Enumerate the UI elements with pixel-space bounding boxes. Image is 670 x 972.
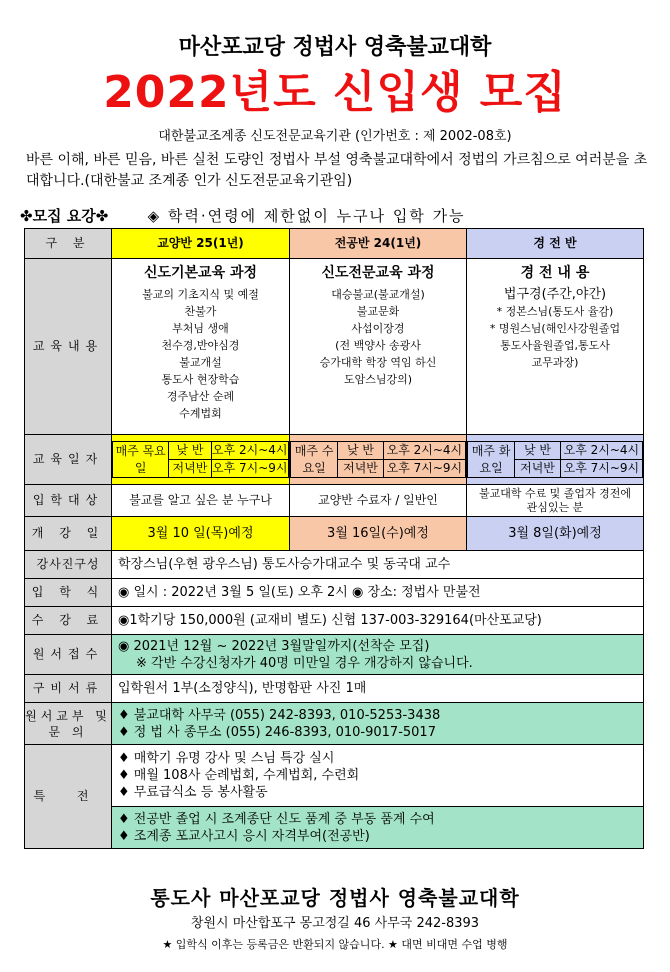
sub-title: 대한불교조계종 신도전문교육기관 (인가번호 : 제 2002-08호) <box>158 129 512 144</box>
label-target: 입학대상 <box>25 485 112 517</box>
content-item: 도암스님강의) <box>343 373 413 386</box>
contact-office: ♦ 불교대학 사무국 (055) 242-8393, 010-5253-3438 <box>118 707 441 723</box>
session-time: 오후 7시~9시 <box>211 460 288 478</box>
requirements-note: ◈ 학력·연령에 제한없이 누구나 입학 가능 <box>147 207 466 225</box>
label-content: 교육내용 <box>25 259 112 435</box>
content-title: 경 전 내 용 <box>520 265 590 281</box>
session-time: 오후 2시~4시 <box>383 442 465 460</box>
course-target-2: 교양반 수료자 / 일반인 <box>290 485 467 517</box>
footer-title: 통도사 마산포교당 정법사 영축불교대학 <box>150 886 520 910</box>
course-name-1: 교양반 25(1년) <box>112 229 290 259</box>
special-major <box>112 807 644 849</box>
recruitment-table <box>24 228 644 849</box>
schedule-day: 매주 화요일 <box>468 442 515 478</box>
course-opening-3: 3월 8일(화)예정 <box>467 517 644 551</box>
special-general <box>112 745 644 807</box>
application-period: ◉ 2021년 12월 ~ 2022년 3월말일까지(선착순 모집) <box>118 638 430 654</box>
label-application: 원서접수 <box>25 635 112 675</box>
session-time: 오후 7시~9시 <box>383 460 465 478</box>
session-time: 오후 2시~4시 <box>560 442 642 460</box>
label-opening: 개 강 일 <box>25 517 112 551</box>
contact-value <box>112 703 644 745</box>
label-ceremony: 입 학 식 <box>25 579 112 607</box>
course-opening-2: 3월 16일(수)예정 <box>290 517 467 551</box>
content-item: 경주남산 순례 <box>166 390 235 403</box>
content-item: 불교문화 <box>356 305 400 318</box>
session-time: 오후 7시~9시 <box>560 460 642 478</box>
session-label: 낮 반 <box>338 442 384 460</box>
content-item: 대승불교(불교개설) <box>331 288 425 301</box>
session-label: 낮 반 <box>169 442 211 460</box>
requirements-label: ✤모집 요강✤ <box>20 207 109 225</box>
course-target-3: 불교대학 수료 및 졸업자 경전에 관심있는 분 <box>467 485 644 517</box>
content-item: 승가대학 학장 역임 하신 <box>319 356 437 369</box>
content-item: * 명원스님(해인사강원졸업 <box>489 322 621 335</box>
label-special: 특 전 <box>25 745 112 849</box>
course-opening-1: 3월 10 일(목)예정 <box>112 517 290 551</box>
session-label: 낮 반 <box>515 442 561 460</box>
main-title: 2022년도 신입생 모집 <box>103 67 567 118</box>
content-item: 통도사율원졸업,통도사 <box>500 339 610 352</box>
label-fee: 수 강 료 <box>25 607 112 635</box>
schedule-day: 매주 수요일 <box>291 442 338 478</box>
content-item: 찬불가 <box>184 305 217 318</box>
session-label: 저녁반 <box>338 460 384 478</box>
course-content-1 <box>112 259 290 435</box>
content-item: 사섭이장경 <box>351 322 405 335</box>
label-documents: 구비서류 <box>25 675 112 703</box>
schedule-day: 매주 목요일 <box>113 442 169 478</box>
session-time: 오후 2시~4시 <box>211 442 288 460</box>
course-schedule-2 <box>290 435 467 485</box>
ceremony-value: ◉ 일시 : 2022년 3월 5 일(토) 오후 2시 ◉ 장소: 정법사 만불전 <box>112 579 644 607</box>
requirements-line <box>20 205 660 226</box>
intro-text: 바른 이해, 바른 믿음, 바른 실천 도량인 정법사 부설 영축불교대학에서 정법의 가르침으로 여러분을 초대합니다.(대한불교 조계종 인가 신도전문교육기관임) <box>26 152 648 189</box>
course-content-2 <box>290 259 467 435</box>
content-item: 부처님 생애 <box>172 322 229 335</box>
org-title: 마산포교당 정법사 영축불교대학 <box>178 35 492 60</box>
special-item: ♦ 매학기 유명 강사 및 스님 특강 실시 <box>118 751 335 766</box>
fee-value: ◉1학기당 150,000원 (교재비 별도) 신협 137-003-329164(마산포교당) <box>112 607 644 635</box>
special-item: ♦ 매월 108사 순례법회, 수계법회, 수련회 <box>118 768 360 783</box>
content-item: * 정본스님(통도사 율감) <box>496 305 614 318</box>
footer-note: ★ 입학식 이후는 등록금은 반환되지 않습니다. ★ 대면 비대면 수업 병행 <box>162 938 508 951</box>
application-value <box>112 635 644 675</box>
content-item: 통도사 현장학습 <box>161 373 240 386</box>
course-name-2: 전공반 24(1년) <box>290 229 467 259</box>
contact-temple: ♦ 정 법 사 종무소 (055) 246-8393, 010-9017-5017 <box>118 724 436 740</box>
course-content-3 <box>467 259 644 435</box>
course-name-3: 경 전 반 <box>467 229 644 259</box>
course-schedule-3 <box>467 435 644 485</box>
session-label: 저녁반 <box>169 460 211 478</box>
special-item: ♦ 전공반 졸업 시 조계종단 신도 품계 중 부동 품계 수여 <box>118 811 435 827</box>
footer-address: 창원시 마산합포구 몽고정길 46 사무국 242-8393 <box>190 916 480 931</box>
label-lecturers: 강사진구성 <box>25 551 112 579</box>
label-contact: 원서교부 및 문 의 <box>25 703 112 745</box>
documents-value: 입학원서 1부(소정양식), 반명함판 사진 1매 <box>112 675 644 703</box>
special-item: ♦ 무료급식소 등 봉사활동 <box>118 785 268 800</box>
content-item: 천수경,반야심경 <box>161 339 240 352</box>
session-label: 저녁반 <box>515 460 561 478</box>
content-item: 법구경(주간,야간) <box>503 287 607 302</box>
content-item: (전 백양사 송광사 <box>335 339 421 352</box>
content-item: 수계법회 <box>179 407 222 420</box>
content-item: 불교개설 <box>179 356 222 369</box>
application-notice: ※ 각반 수강신청자가 40명 미만일 경우 개강하지 않습니다. <box>136 655 473 671</box>
content-item: 불교의 기초지식 및 예절 <box>142 288 259 301</box>
course-target-1: 불교를 알고 싶은 분 누구나 <box>112 485 290 517</box>
special-item: ♦ 조계종 포교사고시 응시 자격부여(전공반) <box>118 828 370 844</box>
label-division: 구 분 <box>25 229 112 259</box>
lecturers-value: 학장스님(우현 광우스님) 통도사승가대교수 및 동국대 교수 <box>112 551 644 579</box>
label-schedule: 교육일자 <box>25 435 112 485</box>
content-title: 신도기본교육 과정 <box>143 265 258 281</box>
content-item: 교무과장) <box>531 356 579 369</box>
course-schedule-1 <box>112 435 290 485</box>
content-title: 신도전문교육 과정 <box>321 265 435 281</box>
